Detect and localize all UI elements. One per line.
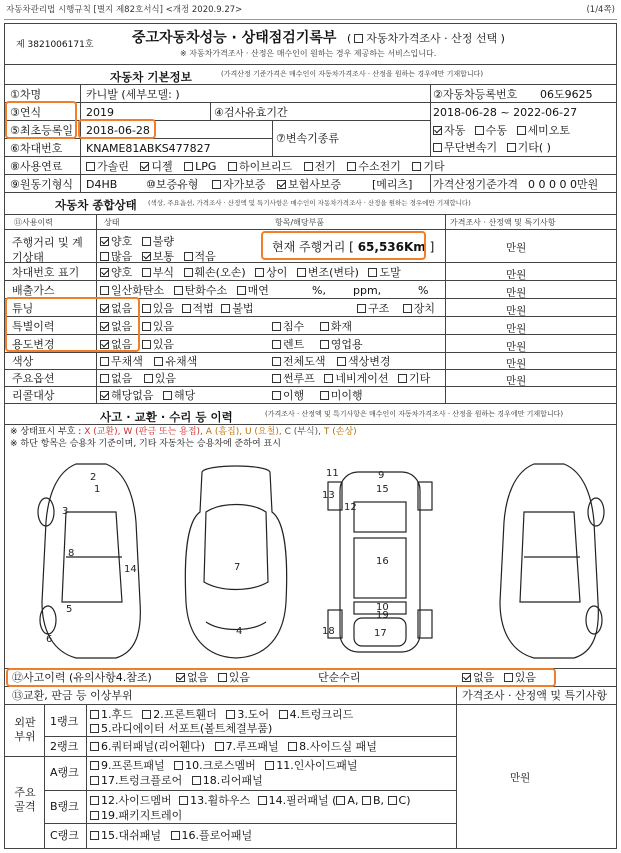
- fuel-other-checkbox[interactable]: [412, 162, 421, 171]
- page-title: 중고자동차성능 · 상태점검기록부: [132, 30, 337, 46]
- options-none-checkbox[interactable]: [100, 374, 109, 383]
- diagram-num-9: 9: [378, 470, 385, 481]
- tuning-illegal-checkbox[interactable]: [221, 304, 230, 313]
- trans-auto-checkbox[interactable]: [433, 126, 442, 135]
- warranty-self-checkbox[interactable]: [212, 180, 221, 189]
- part-trunk-floor-checkbox[interactable]: [90, 776, 99, 785]
- highlight-accident-history: [6, 668, 556, 687]
- diagram-num-4: 4: [236, 626, 243, 637]
- recall-status: 해당없음 해당: [100, 390, 195, 401]
- options-yes-checkbox[interactable]: [144, 374, 153, 383]
- special-history-status: 없음 있음: [100, 321, 174, 332]
- rankB-label: B랭크: [50, 800, 79, 813]
- vin-good-checkbox[interactable]: [100, 268, 109, 277]
- inspection-label: ④검사유효기간: [214, 106, 288, 119]
- highlight-year-registration: [5, 101, 77, 139]
- year-label: ③연식: [10, 106, 42, 119]
- warranty-options: 자가보증 보험사보증: [212, 179, 341, 190]
- col-price: 가격조사 · 산정액 및 특기사항: [450, 218, 556, 227]
- mileage-low-checkbox[interactable]: [184, 252, 193, 261]
- vin-smeared-checkbox[interactable]: [368, 268, 377, 277]
- usage-change-price: 만원: [506, 341, 527, 353]
- emission-unit-1: %,: [312, 284, 326, 297]
- overall-status-title: 자동차 종합상태: [55, 198, 137, 212]
- special-fire-checkbox[interactable]: [320, 322, 329, 331]
- fuel-lpg-checkbox[interactable]: [184, 162, 193, 171]
- part-floor-panel-checkbox[interactable]: [171, 831, 180, 840]
- pillar-b-checkbox[interactable]: [362, 796, 371, 805]
- tuning-yes-checkbox[interactable]: [142, 304, 151, 313]
- overall-status-note: (색상, 주요옵션, 가격조사 · 산정액 및 특기사항은 매수인이 자동차가격조사 · 산정을 원하는 경우에만 기재합니다): [148, 199, 471, 207]
- diagram-num-18: 18: [322, 626, 335, 637]
- fuel-electric-checkbox[interactable]: [304, 162, 313, 171]
- highlight-tuning-history: [5, 297, 140, 352]
- diagram-num-3: 3: [62, 506, 69, 517]
- trans-other-checkbox[interactable]: [507, 143, 516, 152]
- vin-marking-status: 양호 부식 훼손(오손) 상이 변조(변타) 도말: [100, 267, 401, 278]
- page-subtitle: ※ 자동차가격조사 · 산정은 매수인이 원하는 경우 제공하는 서비스입니다.: [180, 49, 437, 58]
- usage-change-status: 없음 있음: [100, 339, 174, 350]
- diagram-num-14: 14: [124, 564, 137, 575]
- part-radiator-support-checkbox[interactable]: [90, 724, 99, 733]
- part-quarter-panel-checkbox[interactable]: [90, 742, 99, 751]
- vin-value: KNAME81ABKS477827: [86, 142, 211, 155]
- mileage-status-row1: 양호 불량: [100, 236, 174, 247]
- color-full-paint-checkbox[interactable]: [272, 357, 281, 366]
- usage-change-label: 용도변경: [12, 338, 55, 351]
- part-door-checkbox[interactable]: [226, 710, 235, 719]
- rank1-items-row1: 1.후드 2.프론트휀더 3.도어 4.트렁크리드: [90, 709, 353, 720]
- title-option: ( 자동차가격조사 · 산정 선택 ): [347, 32, 505, 45]
- form-reference: 자동차관리법 시행규칙 [별지 제82호서식] <개정 2020.9.27>: [6, 5, 243, 15]
- usage-rent-checkbox[interactable]: [272, 340, 281, 349]
- accident-note: (가격조사 · 산정액 및 특기사항은 매수인이 자동차가격조사 · 산정을 원하는 경우에만 기재합니다): [265, 410, 564, 418]
- emission-price: 만원: [506, 287, 527, 299]
- accident-history-options: 없음 있음: [176, 672, 250, 683]
- usage-change-types: 렌트 영업용: [272, 339, 363, 350]
- part-hood-checkbox[interactable]: [90, 710, 99, 719]
- transmission-options-row1: 자동 수동 세미오토: [433, 125, 570, 136]
- fuel-diesel-checkbox[interactable]: [140, 162, 149, 171]
- diagram-num-17: 17: [374, 628, 387, 639]
- tuning-status: 없음 있음 적법 불법: [100, 303, 254, 314]
- part-rear-panel-checkbox[interactable]: [192, 776, 201, 785]
- vin-damage-checkbox[interactable]: [184, 268, 193, 277]
- first-registration-value: 2018-06-28: [86, 124, 150, 137]
- rankA-items-row1: 9.프론트패널 10.크로스멤버 11.인사이드패널: [90, 760, 358, 771]
- parts-label: ⑬교환, 판금 등 이상부위: [12, 689, 133, 702]
- col-usage-history: ⑪사용이력: [14, 218, 53, 227]
- vin-label: ⑥차대번호: [10, 142, 63, 155]
- warranty-insurance-checkbox[interactable]: [277, 180, 286, 189]
- transmission-label: ⑦변속기종류: [276, 132, 339, 145]
- diagram-num-16: 16: [376, 556, 389, 567]
- document-number: 제 3821006171호: [16, 40, 94, 50]
- part-roof-panel-checkbox[interactable]: [215, 742, 224, 751]
- year-value: 2019: [86, 106, 114, 119]
- diagram-num-10: 10: [376, 602, 389, 613]
- recall-done-checkbox[interactable]: [272, 391, 281, 400]
- options-sunroof-checkbox[interactable]: [272, 374, 281, 383]
- pillar-a-checkbox[interactable]: [336, 796, 345, 805]
- car-name-label: ①차명: [10, 88, 42, 101]
- recall-notdone-checkbox[interactable]: [320, 391, 329, 400]
- part-cross-member-checkbox[interactable]: [174, 761, 183, 770]
- diagram-num-12: 12: [344, 502, 357, 513]
- main-frame-label: 주요 골격: [14, 786, 36, 813]
- rankC-items: 15.대쉬패널 16.플로어패널: [90, 830, 252, 841]
- car-diagram: [6, 452, 614, 666]
- options-types: 썬루프 네비게이션 기타: [272, 373, 430, 384]
- insurer-name: [메리츠]: [372, 178, 413, 191]
- price-base-label: 가격산정기준가격: [433, 178, 519, 191]
- diagram-num-7: 7: [234, 562, 241, 573]
- rank1-items-row2: 5.라디에이터 서포트(볼트체결부품): [90, 723, 272, 734]
- part-wheel-house-checkbox[interactable]: [179, 796, 188, 805]
- first-registration-label: ⑤최초등록일: [10, 124, 73, 137]
- col-detail: 항목/해당부품: [275, 218, 325, 227]
- basic-info-title: 자동차 기본정보: [110, 70, 192, 84]
- fuel-options: 가솔린 디젤 LPG 하이브리드 전기 수소전기 기타: [86, 161, 445, 172]
- diagram-num-19: 19: [376, 610, 389, 621]
- highlight-registration-date: [78, 119, 156, 139]
- recall-none-checkbox[interactable]: [100, 391, 109, 400]
- diagram-num-13: 13: [322, 490, 335, 501]
- diagram-num-2: 2: [90, 472, 97, 483]
- accident-history-label: ⑫사고이력 (유의사항4.참조): [12, 671, 152, 684]
- mileage-normal-checkbox[interactable]: [142, 252, 151, 261]
- rank2-items: 6.쿼터패널(리어휀다) 7.루프패널 8.사이드실 패널: [90, 741, 377, 752]
- diagram-num-11: 11: [326, 468, 339, 479]
- trans-manual-checkbox[interactable]: [475, 126, 484, 135]
- color-achromatic-checkbox[interactable]: [100, 357, 109, 366]
- options-price: 만원: [506, 375, 527, 387]
- rankA-items-row2: 17.트렁크플로어 18.리어패널: [90, 775, 263, 786]
- recall-label: 리콜대상: [12, 389, 55, 402]
- options-nav-checkbox[interactable]: [324, 374, 333, 383]
- highlight-mileage: [261, 231, 426, 260]
- emission-unit-2: ppm,: [353, 284, 382, 297]
- tuning-price: 만원: [506, 305, 527, 317]
- recall-types: 이행 미이행: [272, 390, 363, 401]
- part-front-fender-checkbox[interactable]: [142, 710, 151, 719]
- parts-price: 만원: [510, 772, 531, 784]
- tuning-device-checkbox[interactable]: [403, 304, 412, 313]
- col-status: 상태: [104, 218, 120, 227]
- special-history-label: 특별이력: [12, 320, 55, 333]
- vin-altered-checkbox[interactable]: [297, 268, 306, 277]
- part-inside-panel-checkbox[interactable]: [265, 761, 274, 770]
- mileage-bad-checkbox[interactable]: [142, 237, 151, 246]
- emission-unit-3: %: [418, 284, 429, 297]
- part-side-member-checkbox[interactable]: [90, 796, 99, 805]
- diagram-num-15: 15: [376, 484, 389, 495]
- recall-yes-checkbox[interactable]: [163, 391, 172, 400]
- fuel-hydrogen-checkbox[interactable]: [347, 162, 356, 171]
- part-dash-panel-checkbox[interactable]: [90, 831, 99, 840]
- outer-panel-label: 외판 부위: [14, 716, 36, 743]
- inspection-value: 2018-06-28 ~ 2022-06-27: [433, 106, 578, 119]
- status-legend: ※ 상태표시 부호 : X (교환), W (판금 또는 용접), A (흠집), U (요철), C (부식), T (손상): [10, 427, 357, 437]
- fuel-label: ⑧사용연료: [10, 160, 63, 173]
- vin-mismatch-checkbox[interactable]: [255, 268, 264, 277]
- rank1-label: 1랭크: [50, 715, 79, 728]
- usage-yes-checkbox[interactable]: [142, 340, 151, 349]
- tuning-legal-checkbox[interactable]: [182, 304, 191, 313]
- emission-co-checkbox[interactable]: [100, 286, 109, 295]
- pillar-c-checkbox[interactable]: [388, 796, 397, 805]
- special-flood-checkbox[interactable]: [272, 322, 281, 331]
- color-change-checkbox[interactable]: [337, 357, 346, 366]
- price-base-value: 0 0 0 0 0만원: [528, 178, 599, 191]
- basic-info-note: (가격산정 기준가격은 매수인이 자동차가격조사 · 산정을 원하는 경우에만 기재합니다): [221, 70, 484, 78]
- engine-value: D4HB: [86, 178, 118, 191]
- usage-commercial-checkbox[interactable]: [320, 340, 329, 349]
- diagram-num-6: 6: [46, 634, 53, 645]
- fuel-hybrid-checkbox[interactable]: [228, 162, 237, 171]
- page-indicator: (1/4쪽): [586, 5, 615, 15]
- fuel-gasoline-checkbox[interactable]: [86, 162, 95, 171]
- engine-label: ⑨원동기형식: [10, 178, 73, 191]
- price-option-checkbox[interactable]: [354, 34, 363, 43]
- vin-marking-label: 차대번호 표기: [12, 266, 80, 279]
- simple-repair-options: 없음 있음: [462, 672, 536, 683]
- vin-corrosion-checkbox[interactable]: [142, 268, 151, 277]
- special-history-types: 침수 화재: [272, 321, 352, 332]
- parts-price-label: 가격조사 · 산정액 및 특기사항: [462, 689, 607, 702]
- reg-number-value: 06도9625: [540, 88, 593, 101]
- mileage-high-checkbox[interactable]: [100, 252, 109, 261]
- options-status: 없음 있음: [100, 373, 176, 384]
- vin-marking-price: 만원: [506, 269, 527, 281]
- diagram-num-1: 1: [94, 484, 101, 495]
- mileage-good-checkbox[interactable]: [100, 237, 109, 246]
- options-label: 주요옵션: [12, 372, 55, 385]
- accident-title: 사고 · 교환 · 수리 등 이력: [100, 410, 233, 424]
- color-label: 색상: [12, 355, 34, 368]
- part-front-panel-checkbox[interactable]: [90, 761, 99, 770]
- special-yes-checkbox[interactable]: [142, 322, 151, 331]
- part-pillar-panel-checkbox[interactable]: [258, 796, 267, 805]
- mileage-status-row2: 많음 보통 적음: [100, 251, 216, 262]
- part-trunk-lid-checkbox[interactable]: [279, 710, 288, 719]
- tuning-structure: 구조 장치: [357, 303, 435, 314]
- color-status: 무채색 유채색: [100, 356, 197, 367]
- trans-cvt-checkbox[interactable]: [433, 143, 442, 152]
- special-history-price: 만원: [506, 323, 527, 335]
- mileage-row-label: 주행거리 및 계기상태: [12, 236, 83, 264]
- reg-number-label: ②자동차등록번호: [433, 88, 518, 101]
- options-other-checkbox[interactable]: [398, 374, 407, 383]
- emission-label: 배출가스: [12, 284, 55, 297]
- legend-note: ※ 하단 항목은 승용차 기준이며, 기타 자동차는 승용차에 준하여 표시: [10, 439, 281, 449]
- diagram-num-5: 5: [66, 604, 73, 615]
- rankC-label: C랭크: [50, 829, 79, 842]
- color-change-types: 전체도색 색상변경: [272, 356, 391, 367]
- rankB-items-row1: 12.사이드멤버 13.휠하우스 14.필러패널 ( A, B, C): [90, 795, 410, 806]
- simple-repair-label: 단순수리: [318, 671, 361, 684]
- tuning-label: 튜닝: [12, 302, 34, 315]
- transmission-options-row2: 무단변속기 기타( ): [433, 142, 551, 153]
- rankB-items-row2: 19.패키지트레이: [90, 810, 182, 821]
- emission-smoke-checkbox[interactable]: [237, 286, 246, 295]
- color-price: 만원: [506, 358, 527, 370]
- diagram-num-8: 8: [68, 548, 75, 559]
- color-chromatic-checkbox[interactable]: [154, 357, 163, 366]
- mileage-price: 만원: [506, 242, 527, 254]
- trans-semi-checkbox[interactable]: [517, 126, 526, 135]
- emission-hc-checkbox[interactable]: [174, 286, 183, 295]
- car-name-value: 카니발 (세부모델: ): [86, 88, 180, 101]
- warranty-label: ⑩보증유형: [146, 178, 199, 191]
- emission-status: 일산화탄소 탄화수소 매연: [100, 285, 269, 296]
- part-package-tray-checkbox[interactable]: [90, 811, 99, 820]
- part-side-sill-checkbox[interactable]: [288, 742, 297, 751]
- tuning-structure-checkbox[interactable]: [357, 304, 366, 313]
- rankA-label: A랭크: [50, 766, 79, 779]
- rank2-label: 2랭크: [50, 740, 79, 753]
- current-mileage: 현재 주행거리 [ 65,536Km ]: [272, 240, 435, 254]
